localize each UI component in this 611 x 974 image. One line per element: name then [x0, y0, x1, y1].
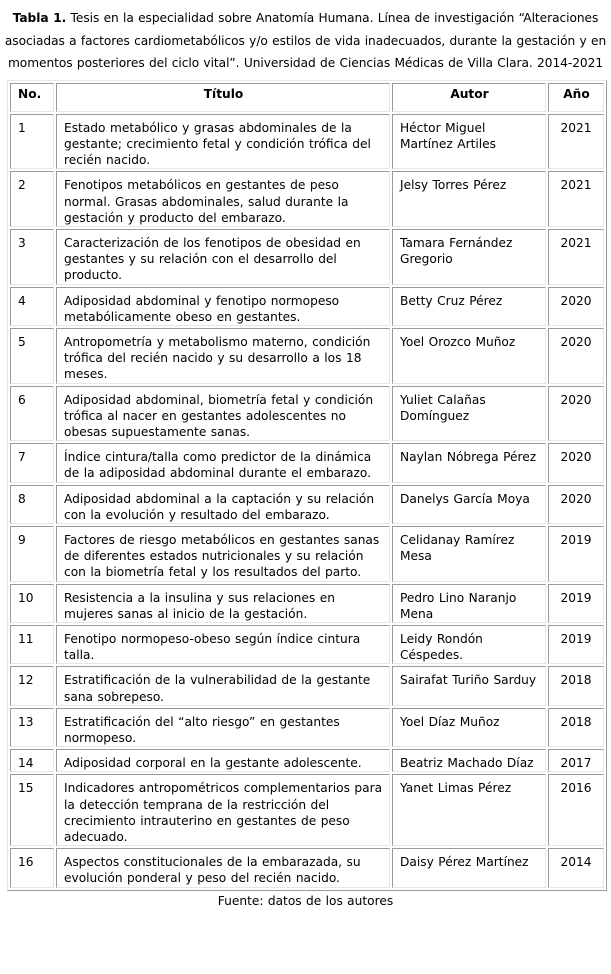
cell-year: 2014 — [548, 848, 604, 887]
header-title: Título — [56, 83, 390, 112]
cell-year: 2021 — [548, 171, 604, 227]
cell-title: Adiposidad abdominal a la captación y su relación con la evolución y resultado del embarazo. — [56, 485, 390, 524]
cell-year: 2020 — [548, 287, 604, 326]
cell-author: Yuliet Calañas Domínguez — [392, 386, 546, 442]
cell-year: 2019 — [548, 625, 604, 664]
cell-no: 13 — [10, 708, 54, 747]
cell-title: Antropometría y metabolismo materno, condición trófica del recién nacido y su desarrollo a los 18 meses. — [56, 328, 390, 384]
header-author: Autor — [392, 83, 546, 112]
table-body — [10, 114, 604, 888]
thesis-table — [7, 80, 607, 891]
table-row — [10, 328, 604, 384]
cell-year: 2018 — [548, 666, 604, 705]
cell-year: 2020 — [548, 386, 604, 442]
cell-no: 12 — [10, 666, 54, 705]
cell-author: Sairafat Turiño Sarduy — [392, 666, 546, 705]
cell-no: 3 — [10, 229, 54, 285]
cell-author: Celidanay Ramírez Mesa — [392, 526, 546, 582]
table-row — [10, 749, 604, 772]
table-row — [10, 485, 604, 524]
cell-author: Beatriz Machado Díaz — [392, 749, 546, 772]
cell-year: 2017 — [548, 749, 604, 772]
cell-title: Estado metabólico y grasas abdominales de la gestante; crecimiento fetal y condición trófica del recién nacido. — [56, 114, 390, 170]
table-row — [10, 114, 604, 170]
cell-no: 6 — [10, 386, 54, 442]
header-year: Año — [548, 83, 604, 112]
table-caption — [0, 0, 611, 75]
cell-year: 2021 — [548, 229, 604, 285]
cell-author: Héctor Miguel Martínez Artiles — [392, 114, 546, 170]
cell-no: 9 — [10, 526, 54, 582]
cell-author: Yanet Limas Pérez — [392, 774, 546, 846]
cell-title: Índice cintura/talla como predictor de la dinámica de la adiposidad abdominal durante el embarazo. — [56, 443, 390, 482]
cell-no: 5 — [10, 328, 54, 384]
cell-no: 4 — [10, 287, 54, 326]
table-header-row — [10, 83, 604, 112]
cell-title: Fenotipo normopeso-obeso según índice cintura talla. — [56, 625, 390, 664]
cell-year: 2021 — [548, 114, 604, 170]
cell-author: Yoel Orozco Muñoz — [392, 328, 546, 384]
cell-year: 2020 — [548, 328, 604, 384]
cell-no: 11 — [10, 625, 54, 664]
cell-author: Danelys García Moya — [392, 485, 546, 524]
cell-title: Estratificación del “alto riesgo” en gestantes normopeso. — [56, 708, 390, 747]
cell-author: Pedro Lino Naranjo Mena — [392, 584, 546, 623]
cell-author: Betty Cruz Pérez — [392, 287, 546, 326]
cell-year: 2019 — [548, 584, 604, 623]
table-row — [10, 287, 604, 326]
cell-title: Aspectos constitucionales de la embarazada, su evolución ponderal y peso del recién nacido. — [56, 848, 390, 887]
table-row — [10, 229, 604, 285]
cell-no: 16 — [10, 848, 54, 887]
table-row — [10, 584, 604, 623]
cell-no: 14 — [10, 749, 54, 772]
table-row — [10, 386, 604, 442]
cell-title: Fenotipos metabólicos en gestantes de peso normal. Grasas abdominales, salud durante la gestación y producto del embarazo. — [56, 171, 390, 227]
table-row — [10, 625, 604, 664]
source-note: Fuente: datos de los autores — [217, 893, 394, 908]
cell-year: 2018 — [548, 708, 604, 747]
cell-no: 15 — [10, 774, 54, 846]
caption-text: Tesis en la especialidad sobre Anatomía Humana. Línea de investigación “Alteraciones asociadas a factores cardiometabólicos y/o estilos de vida inadecuados, durante la gestación y en momentos posteriores del ciclo vital”. Universidad de Ciencias Médicas de Villa Clara. 2014-2021 — [4, 11, 607, 70]
cell-title: Estratificación de la vulnerabilidad de la gestante sana sobrepeso. — [56, 666, 390, 705]
table-row — [10, 171, 604, 227]
cell-author: Jelsy Torres Pérez — [392, 171, 546, 227]
cell-title: Caracterización de los fenotipos de obesidad en gestantes y su relación con el desarrollo del producto. — [56, 229, 390, 285]
cell-title: Indicadores antropométricos complementarios para la detección temprana de la restricción del crecimiento intrauterino en gestantes de peso adecuado. — [56, 774, 390, 846]
cell-no: 8 — [10, 485, 54, 524]
cell-no: 10 — [10, 584, 54, 623]
header-no: No. — [10, 83, 54, 112]
cell-title: Adiposidad corporal en la gestante adolescente. — [56, 749, 390, 772]
cell-no: 7 — [10, 443, 54, 482]
cell-title: Resistencia a la insulina y sus relaciones en mujeres sanas al inicio de la gestación. — [56, 584, 390, 623]
table-row — [10, 666, 604, 705]
cell-title: Adiposidad abdominal y fenotipo normopeso metabólicamente obeso en gestantes. — [56, 287, 390, 326]
cell-author: Tamara Fernández Gregorio — [392, 229, 546, 285]
cell-author: Daisy Pérez Martínez — [392, 848, 546, 887]
cell-no: 2 — [10, 171, 54, 227]
table-row — [10, 526, 604, 582]
cell-year: 2019 — [548, 526, 604, 582]
cell-title: Factores de riesgo metabólicos en gestantes sanas de diferentes estados nutricionales y su relación con la biometría fetal y los resultados del parto. — [56, 526, 390, 582]
cell-year: 2016 — [548, 774, 604, 846]
table-row — [10, 848, 604, 887]
table-row — [10, 774, 604, 846]
cell-author: Leidy Rondón Céspedes. — [392, 625, 546, 664]
cell-no: 1 — [10, 114, 54, 170]
caption-label: Tabla 1. — [12, 11, 67, 25]
cell-year: 2020 — [548, 485, 604, 524]
cell-author: Yoel Díaz Muñoz — [392, 708, 546, 747]
cell-year: 2020 — [548, 443, 604, 482]
table-row — [10, 708, 604, 747]
cell-author: Naylan Nóbrega Pérez — [392, 443, 546, 482]
table-row — [10, 443, 604, 482]
cell-title: Adiposidad abdominal, biometría fetal y condición trófica al nacer en gestantes adolescentes no obesas supuestamente sanas. — [56, 386, 390, 442]
